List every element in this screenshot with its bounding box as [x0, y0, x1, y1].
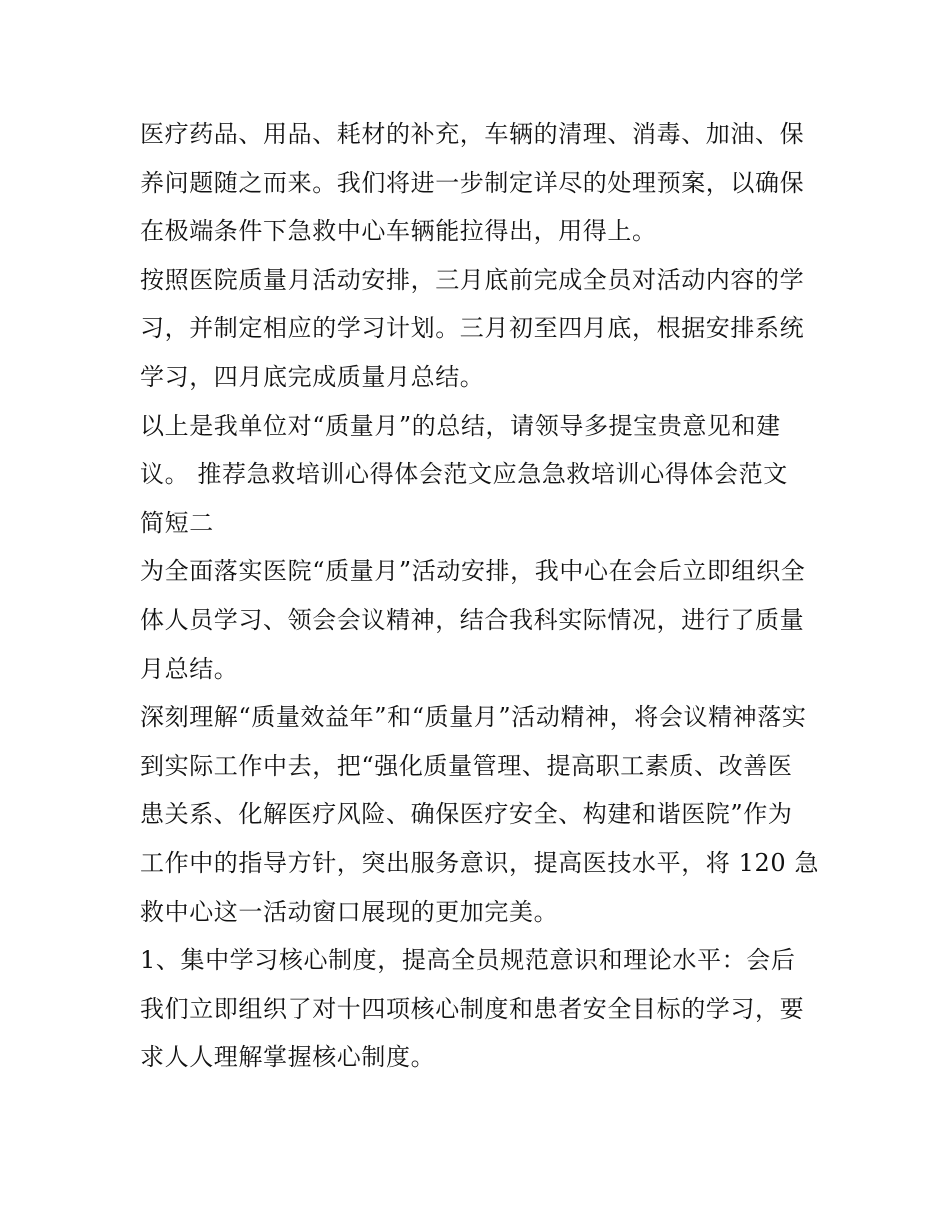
text-line: 简短二 — [140, 508, 214, 537]
text-line: 救中心这一活动窗口展现的更加完美。 — [140, 897, 559, 926]
text-line: 深刻理解“质量效益年”和“质量月”活动精神，将会议精神落实 — [140, 703, 807, 732]
text-line: 工作中的指导方针，突出服务意识，提高医技水平，将 120 急 — [140, 848, 820, 877]
text-line: 1、集中学习核心制度，提高全员规范意识和理论水平：会后 — [140, 946, 796, 975]
text-line: 月总结。 — [140, 654, 239, 683]
text-line: 习，并制定相应的学习计划。三月初至四月底，根据安排系统 — [140, 314, 805, 343]
text-line: 我们立即组织了对十四项核心制度和患者安全目标的学习，要 — [140, 994, 805, 1023]
text-line: 到实际工作中去，把“强化质量管理、提高职工素质、改善医 — [140, 751, 793, 780]
text-line: 医疗药品、用品、耗材的补充，车辆的清理、消毒、加油、保 — [140, 120, 805, 148]
text-line: 养问题随之而来。我们将进一步制定详尽的处理预案，以确保 — [140, 168, 805, 197]
document-body — [140, 110, 820, 1082]
text-line: 学习，四月底完成质量月总结。 — [140, 362, 485, 391]
text-line: 在极端条件下急救中心车辆能拉得出，用得上。 — [140, 217, 657, 246]
text-line: 以上是我单位对“质量月”的总结，请领导多提宝贵意见和建 — [140, 411, 781, 440]
text-line: 议。 推荐急救培训心得体会范文应急急救培训心得体会范文 — [140, 460, 788, 489]
text-line: 按照医院质量月活动安排，三月底前完成全员对活动内容的学 — [140, 265, 805, 294]
text-line: 求人人理解掌握核心制度。 — [140, 1043, 436, 1072]
text-line: 患关系、化解医疗风险、确保医疗安全、构建和谐医院”作为 — [140, 800, 793, 829]
text-line: 体人员学习、领会会议精神，结合我科实际情况，进行了质量 — [140, 605, 805, 634]
text-line: 为全面落实医院“质量月”活动安排，我中心在会后立即组织全 — [140, 557, 806, 586]
